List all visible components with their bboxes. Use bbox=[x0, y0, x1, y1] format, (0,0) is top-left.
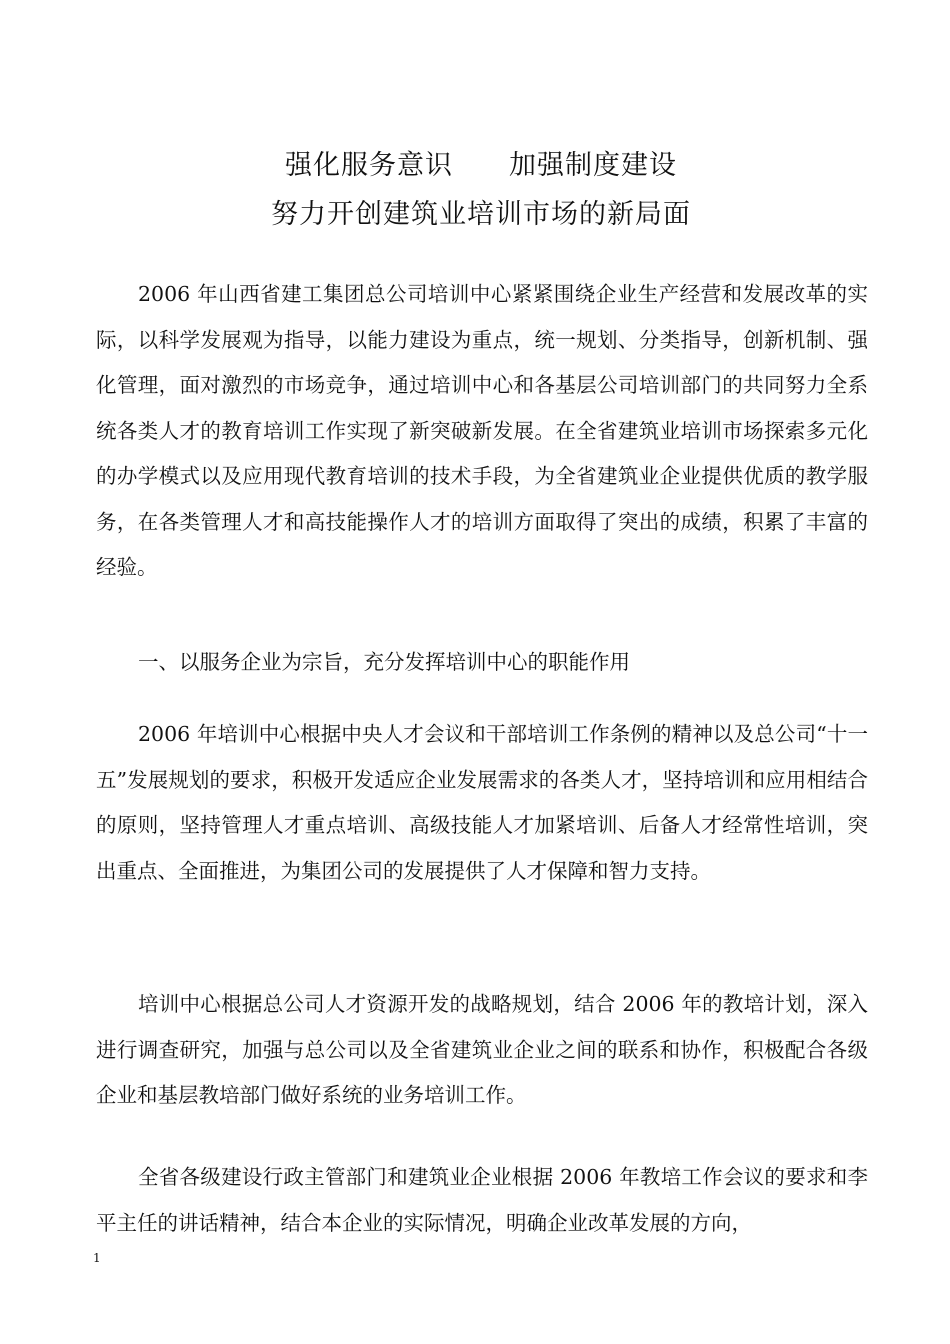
paragraph-section-1-c: 全省各级建设行政主管部门和建筑业企业根据 2006 年教培工作会议的要求和李平主任的讲话精神，结合本企业的实际情况，明确企业改革发展的方向， bbox=[96, 1165, 868, 1235]
page-number: 1 bbox=[93, 1251, 101, 1265]
section-heading-1: 一、以服务企业为宗旨，充分发挥培训中心的职能作用 bbox=[138, 650, 630, 674]
paragraph-section-1-b: 培训中心根据总公司人才资源开发的战略规划，结合 2006 年的教培计划，深入进行调查研究，加强与总公司以及全省建筑业企业之间的联系和协作，积极配合各级企业和基层教培部门做好系统的业务培训工作。 bbox=[96, 992, 868, 1107]
document-title-line-2: 努力开创建筑业培训市场的新局面 bbox=[271, 199, 691, 230]
paragraph-intro: 2006 年山西省建工集团总公司培训中心紧紧围绕企业生产经营和发展改革的实际，以科学发展观为指导，以能力建设为重点，统一规划、分类指导，创新机制、强化管理，面对激烈的市场竞争，通过培训中心和各基层公司培训部门的共同努力全系统各类人才的教育培训工作实现了新突破新发展。在全省建筑业培训市场探索多元化的办学模式以及应用现代教育培训的技术手段，为全省建筑业企业提供优质的教学服务，在各类管理人才和高技能操作人才的培训方面取得了突出的成绩，积累了丰富的经验。 bbox=[96, 282, 868, 579]
paragraph-section-1-a: 2006 年培训中心根据中央人才会议和干部培训工作条例的精神以及总公司“十一五”发展规划的要求，积极开发适应企业发展需求的各类人才，坚持培训和应用相结合的原则，坚持管理人才重点培训、高级技能人才加紧培训、后备人才经常性培训，突出重点、全面推进，为集团公司的发展提供了人才保障和智力支持。 bbox=[96, 722, 868, 883]
document-title-line-1: 强化服务意识 加强制度建设 bbox=[285, 150, 677, 181]
